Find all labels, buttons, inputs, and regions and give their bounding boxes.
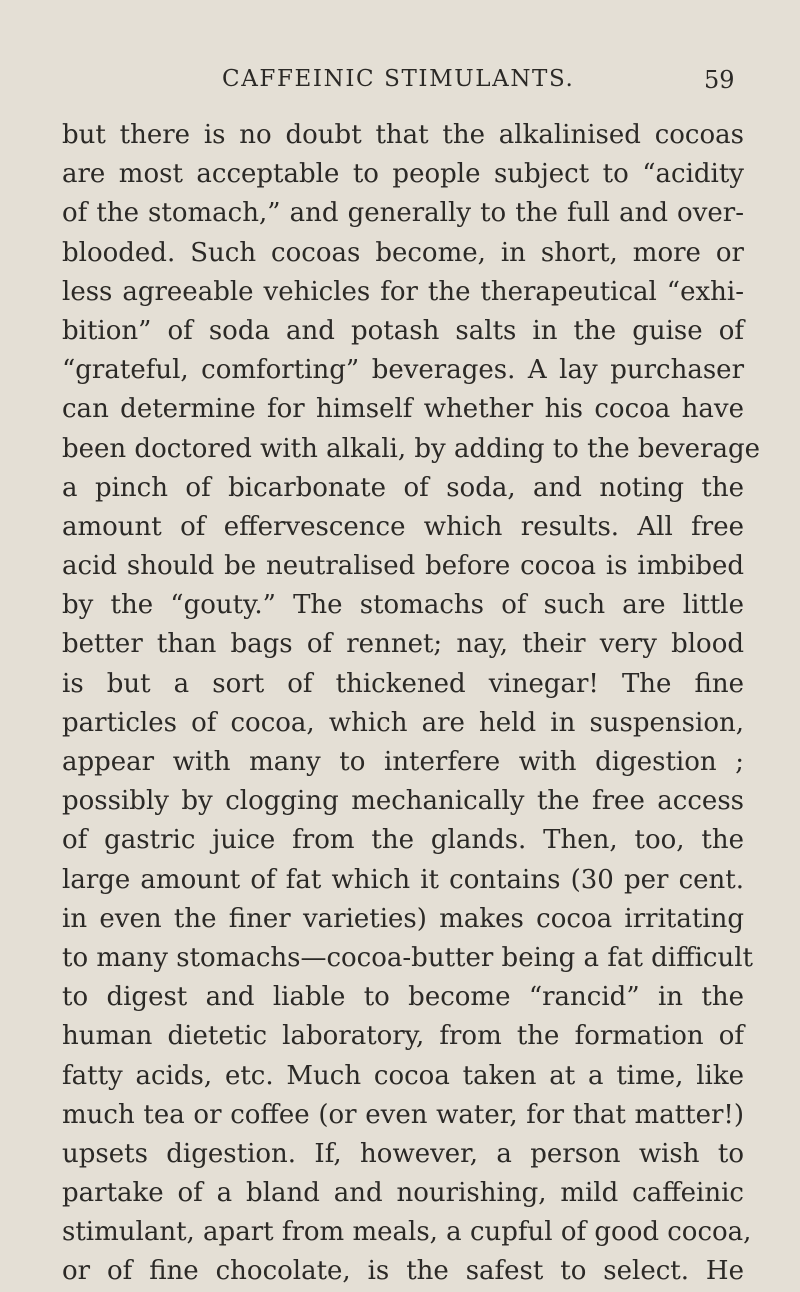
text-line: is but a sort of thickened vinegar! The fine bbox=[62, 668, 744, 699]
text-line: in even the finer varieties) makes cocoa irritating bbox=[62, 903, 744, 934]
text-line: partake of a bland and nourishing, mild caffeinic bbox=[62, 1178, 744, 1209]
text-line: a pinch of bicarbonate of soda, and noting the bbox=[62, 472, 744, 503]
text-line: are most acceptable to people subject to “acidity bbox=[62, 159, 744, 190]
text-line: upsets digestion. If, however, a person wish to bbox=[62, 1138, 744, 1169]
text-line: possibly by clogging mechanically the free access bbox=[62, 786, 744, 817]
text-line: better than bags of rennet; nay, their very blood bbox=[62, 629, 744, 660]
body-paragraph bbox=[62, 116, 761, 1292]
running-title: CAFFEINIC STIMULANTS. bbox=[222, 66, 575, 92]
text-line: appear with many to interfere with digestion ; bbox=[62, 747, 744, 777]
text-line: acid should be neutralised before cocoa is imbibed bbox=[62, 551, 744, 582]
text-line: to many stomachs—cocoa-butter being a fat difficult bbox=[62, 942, 753, 973]
text-line: particles of cocoa, which are held in suspension, bbox=[62, 707, 744, 738]
text-line: blooded. Such cocoas become, in short, more or bbox=[62, 237, 744, 268]
text-line: much tea or coffee (or even water, for that matter!) bbox=[62, 1099, 744, 1130]
text-line: less agreeable vehicles for the therapeutical “exhi- bbox=[62, 276, 744, 307]
text-line: to digest and liable to become “rancid” in the bbox=[62, 982, 744, 1013]
page-number: 59 bbox=[704, 66, 735, 94]
text-line: of the stomach,” and generally to the full and over- bbox=[62, 198, 744, 229]
text-line: human dietetic laboratory, from the formation of bbox=[62, 1021, 744, 1052]
text-line: stimulant, apart from meals, a cupful of good cocoa, bbox=[62, 1217, 752, 1248]
text-line: can determine for himself whether his cocoa have bbox=[62, 394, 744, 425]
text-line: by the “gouty.” The stomachs of such are little bbox=[62, 590, 744, 621]
text-line: but there is no doubt that the alkalinised cocoas bbox=[62, 120, 744, 150]
text-line: bition” of soda and potash salts in the guise of bbox=[62, 315, 744, 346]
text-line: fatty acids, etc. Much cocoa taken at a time, like bbox=[62, 1060, 744, 1091]
text-line: of gastric juice from the glands. Then, too, the bbox=[62, 825, 744, 856]
text-line: amount of effervescence which results. All free bbox=[62, 511, 744, 542]
text-line: “grateful, comforting” beverages. A lay purchaser bbox=[62, 355, 744, 386]
text-line: or of fine chocolate, is the safest to select. He bbox=[62, 1256, 744, 1287]
text-line: been doctored with alkali, by adding to the beverage bbox=[62, 433, 761, 464]
running-header bbox=[0, 66, 800, 106]
text-line: large amount of fat which it contains (30 per cent. bbox=[62, 864, 744, 895]
